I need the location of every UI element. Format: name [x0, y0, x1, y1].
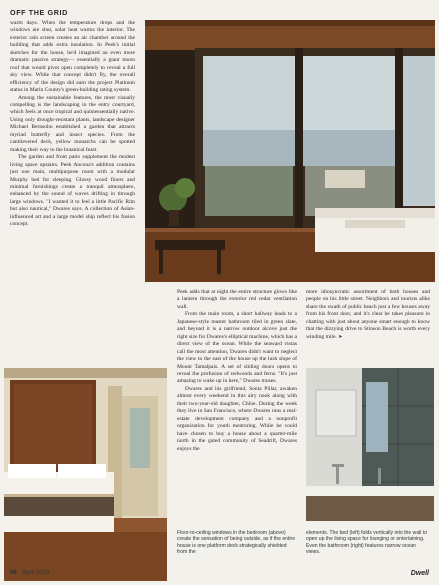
- article-column-2: [177, 289, 297, 453]
- bedroom-illustration: [4, 368, 167, 581]
- bathroom-photo: [306, 368, 434, 521]
- section-header: OFF THE GRID: [10, 8, 68, 17]
- bathroom-illustration: [306, 368, 434, 521]
- photo-caption-left: Floor-to-ceiling windows in the bedroom (above) create the sensation of being outside, as if the entire house is one platform deck strategically shielded from the: [177, 530, 296, 556]
- paragraph: Among the sustainable features, the most visually compelling is the landscaping in the entry courtyard, which feels at once tropical and quintessentially native. Using only drought-resistant plants, landscape designer Michael Bernsohn established a garden that attracts myriad butterfly and insect species. From the cantilevered deck, yellow monarchs can be spotted making their way to the botanical feast.: [10, 94, 135, 153]
- paragraph: From the main room, a short hallway leads to a Japanese-style master bathroom tiled in green slate, and beyond it is a narrow outdoor alcove just the right size for Dwares's elliptical machine, which has a direct view of the ocean. While the seaward vistas call the most attention, Dwares didn't want to neglect the view to the east of the house up the lush slope of Mount Tamalpais. A set of sliding doors opens to reveal the profusion of redwoods and ferns. "It's just amazing to wake up in here," Dwares muses.: [177, 311, 297, 385]
- paragraph: warm days. When the temperature drops and the windows are shut, solar heat warms the interior. The exterior rain screen creates an air chamber around the building that adds extra insulation. In Peek's initial sketches for the house, he'd imagined an even more dramatic passive strategy— essentially a giant moon roof that would pivot open completely to reveal a full sky view. While that concept didn't fly, the overall efficiency of the design did earn the project Platinum status in Marin County's green-building rating system.: [10, 20, 135, 94]
- bedroom-photo: [4, 368, 167, 581]
- article-column-3: [306, 289, 430, 341]
- paragraph: Peek adds that at night the entire structure glows like a lantern through the exterior red cedar ventilation wall.: [177, 289, 297, 310]
- living-room-photo: [145, 20, 435, 282]
- issue-date: April 2010: [22, 570, 50, 576]
- end-mark-icon: ➤: [338, 334, 343, 340]
- page-folio: [10, 570, 49, 576]
- page-number: 68: [10, 570, 17, 576]
- article-column-1: [10, 20, 135, 229]
- paragraph: The garden and front patio supplement the modest living space upstairs. Peek Ancona's addition contains just one main, multipurpose room with a modular Murphy bed for sleeping. Glossy wood floors and minimal furnishings create a tranquil atmosphere, enhanced by the sound of waves drifting in through large windows. "I wanted it to feel a little Pacific Rim but also nautical," Dwares says. A collection of Asian-influenced art and a large model ship reflect his fusion concept.: [10, 154, 135, 228]
- paragraph: more idiosyncratic assortment of both houses and people on his little street. Neighbors and tourists alike share the swath of public beach just a few houses away from his front door, and it's clear he takes pleasure in chatting with just about anyone smart enough to know that the dizzying drive to Stinson Beach is worth every winding mile.: [306, 289, 430, 340]
- paragraph: Dwares and his girlfriend, Sonia Pillar, awaken almost every weekend in this airy nook along with their two-year-old daughter, Chloe. During the week they live in San Francisco, where Dwares runs a real-estate development company and a nonprofit organization for youth mentoring. While he could have chosen to buy a house about a quarter-mile north in the gated community of Seadrift, Dwares enjoys the: [177, 385, 297, 452]
- magazine-brand: Dwell: [410, 570, 429, 577]
- photo-caption-right: elements. The bed (left) folds vertically into the wall to open up the living space for lounging or entertaining. Even the bathroom (right) features narrow ocean views.: [306, 530, 428, 556]
- living-room-illustration: [145, 20, 435, 282]
